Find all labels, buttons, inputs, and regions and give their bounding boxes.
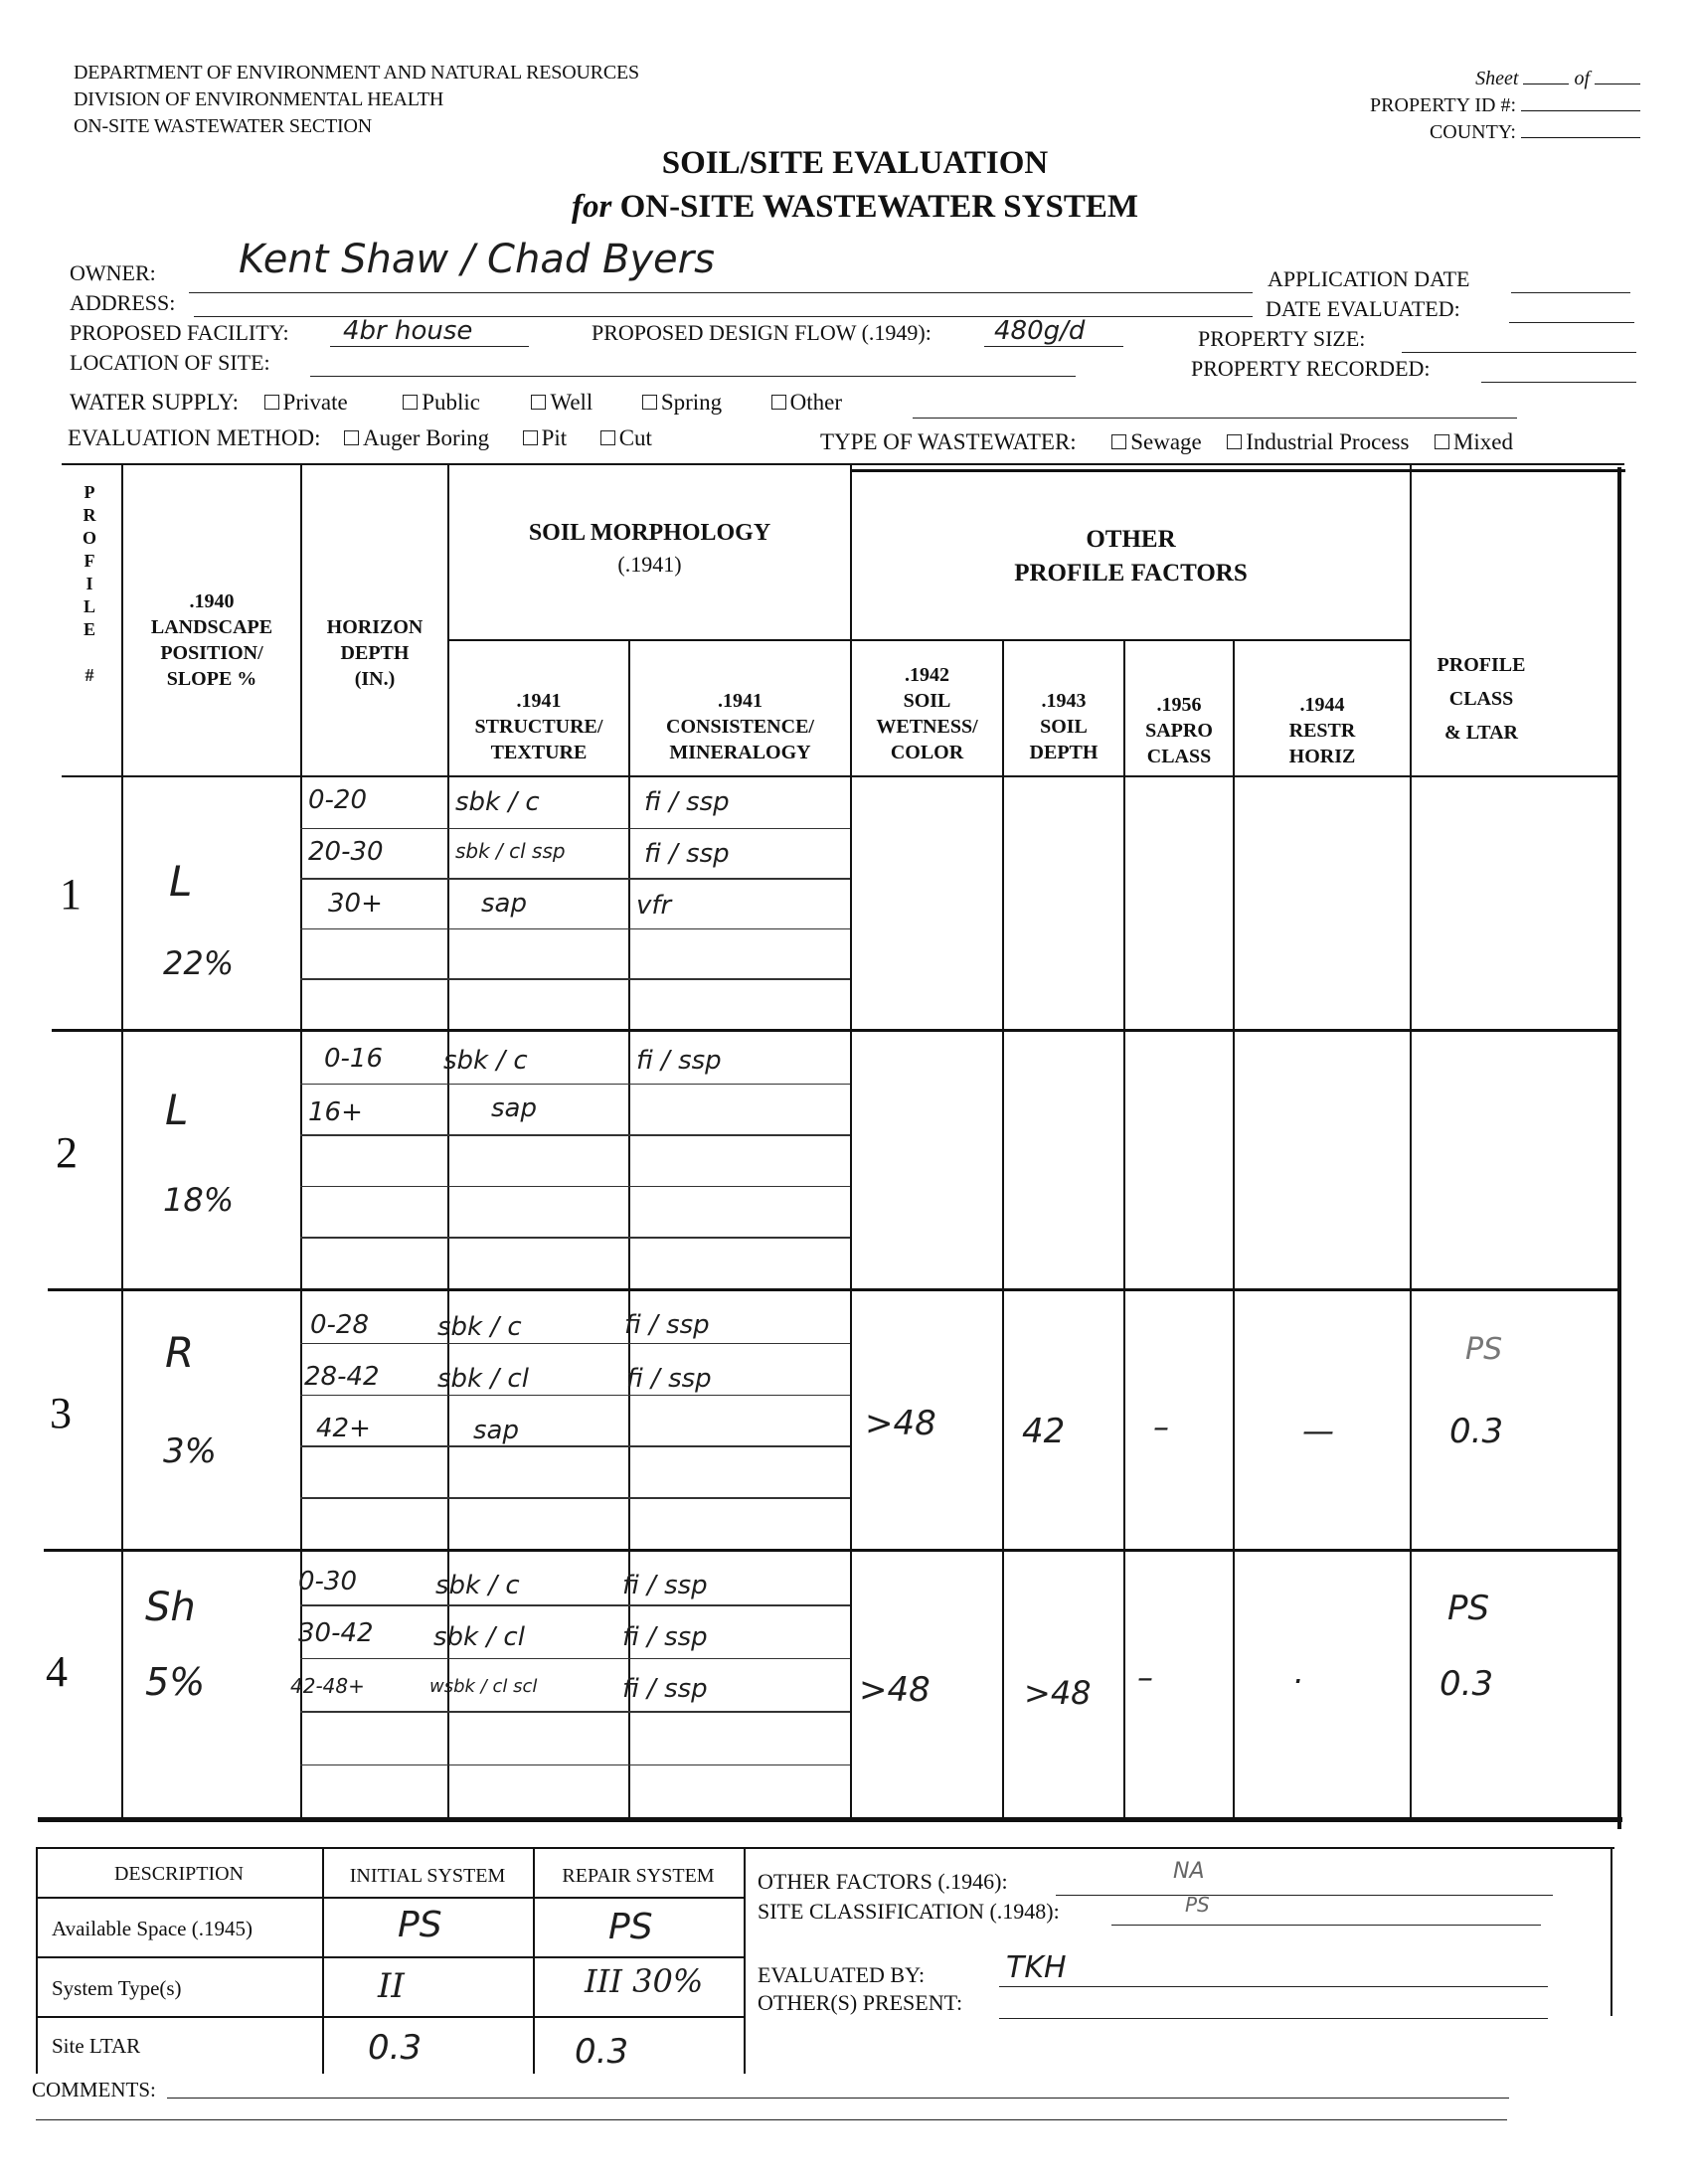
wastewater-row — [820, 429, 1513, 455]
horizon-depth[interactable]: 20-30 — [308, 837, 384, 867]
summary-row-line — [36, 2016, 744, 2018]
sheet-info — [1370, 66, 1640, 146]
horizon-row-line — [300, 928, 850, 930]
soil-morphology-header: SOIL MORPHOLOGY (.1941) — [528, 520, 771, 577]
consistence[interactable]: fi / ssp — [622, 1622, 708, 1652]
summary-col-line — [744, 1847, 746, 2074]
landscape-position[interactable]: L — [165, 1086, 189, 1134]
ww-mixed-checkbox[interactable] — [1435, 434, 1449, 449]
consistence[interactable]: fi / ssp — [636, 1046, 722, 1076]
profile-separator — [44, 1549, 1620, 1552]
landscape-position[interactable]: Sh — [145, 1585, 196, 1630]
design-flow-line — [984, 346, 1123, 347]
property-id-label: PROPERTY ID #: — [1370, 94, 1516, 116]
dept-line: ON-SITE WASTEWATER SECTION — [74, 115, 372, 137]
app-date-line[interactable] — [1511, 292, 1630, 293]
horizon-row-line — [300, 878, 850, 880]
structure-texture[interactable]: sbk / cl ssp — [455, 839, 566, 863]
summary-top-border — [36, 1847, 1614, 1849]
horizon-row-line — [300, 1237, 850, 1239]
structure-texture[interactable]: sap — [481, 889, 527, 919]
profile-class[interactable]: PS — [1465, 1332, 1503, 1367]
horizon-depth[interactable]: 42-48+ — [290, 1674, 365, 1698]
structure-header: .1941 STRUCTURE/ TEXTURE — [474, 690, 603, 763]
facility-label: PROPOSED FACILITY: — [70, 320, 289, 345]
consistence-header: .1941 CONSISTENCE/ MINERALOGY — [666, 690, 814, 763]
landscape-position[interactable]: L — [169, 857, 193, 906]
sheet-total-field[interactable] — [1595, 66, 1640, 84]
horizon-row-line — [300, 1186, 850, 1188]
profile-number: 2 — [56, 1128, 78, 1177]
horizon-row-line — [300, 1084, 850, 1086]
county-field[interactable] — [1521, 119, 1640, 138]
ww-sewage-label: Sewage — [1130, 429, 1202, 454]
water-other-checkbox[interactable] — [771, 395, 786, 410]
structure-texture[interactable]: sap — [473, 1416, 519, 1445]
design-flow-label: PROPOSED DESIGN FLOW (.1949): — [592, 320, 932, 345]
water-well-checkbox[interactable] — [531, 395, 546, 410]
structure-texture[interactable]: sbk / cl — [433, 1622, 525, 1652]
structure-texture[interactable]: sbk / c — [437, 1312, 522, 1342]
consistence[interactable]: fi / ssp — [644, 787, 730, 817]
dept-line: DEPARTMENT OF ENVIRONMENT AND NATURAL RESOURCES — [74, 62, 639, 84]
available-space-label: Available Space (.1945) — [52, 1917, 253, 1940]
repair-available-space[interactable]: PS — [608, 1907, 653, 1947]
soil-wetness[interactable]: >48 — [865, 1404, 936, 1443]
sapro-class[interactable]: – — [1137, 1658, 1153, 1696]
date-evaluated-line[interactable] — [1509, 322, 1634, 323]
sapro-header: .1956 SAPRO CLASS — [1145, 694, 1213, 767]
water-private-label: Private — [282, 390, 348, 415]
structure-texture[interactable]: sbk / c — [435, 1571, 520, 1600]
horizon-depth[interactable]: 0-28 — [310, 1310, 370, 1340]
restr-horiz[interactable]: — — [1302, 1412, 1334, 1449]
structure-texture[interactable]: sap — [491, 1093, 537, 1123]
slope-percent[interactable]: 18% — [163, 1181, 235, 1219]
eval-pit-checkbox[interactable] — [523, 430, 538, 445]
summary-row-line — [36, 1897, 744, 1899]
initial-system-header: INITIAL SYSTEM — [349, 1865, 506, 1887]
soil-wetness[interactable]: >48 — [859, 1670, 931, 1710]
subheader-line — [447, 639, 1410, 641]
app-date-label: APPLICATION DATE — [1268, 266, 1470, 291]
evaluation-method-row — [68, 425, 652, 451]
ww-industrial-checkbox[interactable] — [1227, 434, 1242, 449]
ww-sewage-checkbox[interactable] — [1111, 434, 1126, 449]
horizon-depth[interactable]: 0-20 — [308, 785, 368, 815]
consistence[interactable]: vfr — [636, 891, 672, 921]
sheet-number-field[interactable] — [1523, 66, 1569, 84]
site-classification-line — [1111, 1925, 1541, 1926]
water-private-checkbox[interactable] — [264, 395, 279, 410]
repair-system-header: REPAIR SYSTEM — [562, 1865, 715, 1887]
wetness-header: .1942 SOIL WETNESS/ COLOR — [876, 664, 978, 763]
owner-label: OWNER: — [70, 260, 156, 285]
horizon-depth[interactable]: 0-16 — [324, 1044, 384, 1074]
evaluated-by-value[interactable]: TKH — [1006, 1950, 1067, 1985]
horizon-row-line — [300, 1764, 850, 1766]
sapro-class[interactable]: – — [1153, 1408, 1169, 1445]
initial-available-space[interactable]: PS — [398, 1905, 442, 1945]
horizon-row-line — [300, 978, 850, 980]
soil-depth[interactable]: >48 — [1024, 1674, 1092, 1712]
profile-separator — [52, 1029, 1620, 1032]
table-top-border-thick — [850, 469, 1625, 472]
initial-system-type[interactable]: II — [378, 1966, 405, 2006]
property-size-line[interactable] — [1402, 352, 1636, 353]
soil-depth-header: .1943 SOIL DEPTH — [1029, 690, 1099, 763]
horizon-row-line — [300, 828, 850, 830]
eval-cut-checkbox[interactable] — [600, 430, 615, 445]
horizon-depth[interactable]: 42+ — [316, 1414, 371, 1443]
water-spring-label: Spring — [660, 390, 723, 415]
title-for: for — [571, 189, 612, 225]
water-supply-label: WATER SUPPLY: — [70, 390, 240, 415]
eval-auger-label: Auger Boring — [362, 425, 490, 450]
eval-pit-label: Pit — [541, 425, 568, 450]
county-label: COUNTY: — [1429, 121, 1516, 143]
water-spring-checkbox[interactable] — [642, 395, 657, 410]
profile-ltar[interactable]: 0.3 — [1440, 1664, 1494, 1704]
of-label: of — [1574, 68, 1590, 89]
structure-texture[interactable]: sbk / cl — [437, 1364, 529, 1394]
comments-line[interactable] — [167, 2098, 1509, 2099]
col-line — [1233, 641, 1235, 1819]
water-other-label: Other — [789, 390, 843, 415]
facility-value[interactable]: 4br house — [343, 316, 473, 346]
evaluated-by-line — [999, 1986, 1548, 1987]
property-recorded-label: PROPERTY RECORDED: — [1191, 356, 1431, 381]
structure-texture[interactable]: sbk / c — [443, 1046, 528, 1076]
location-line[interactable] — [310, 376, 1076, 377]
slope-percent[interactable]: 3% — [163, 1431, 217, 1471]
design-flow-value[interactable]: 480g/d — [994, 316, 1086, 346]
profile-number: 4 — [46, 1647, 68, 1696]
horizon-depth[interactable]: 16+ — [308, 1097, 363, 1127]
landscape-position[interactable]: R — [165, 1328, 195, 1377]
col-line — [447, 463, 449, 1819]
others-present-label: OTHER(S) PRESENT: — [758, 1990, 963, 2015]
owner-line — [189, 292, 1253, 293]
other-factors-header: OTHER PROFILE FACTORS — [1014, 526, 1248, 587]
sheet-label: Sheet — [1475, 68, 1519, 89]
form-subtitle — [0, 189, 1694, 226]
facility-line — [330, 346, 529, 347]
structure-texture[interactable]: wsbk / cl scl — [429, 1676, 538, 1697]
water-public-label: Public — [422, 390, 480, 415]
profile-ltar[interactable]: 0.3 — [1449, 1412, 1504, 1451]
horizon-depth[interactable]: 0-30 — [298, 1567, 358, 1596]
water-other-line[interactable] — [913, 418, 1517, 419]
ww-mixed-label: Mixed — [1452, 429, 1513, 454]
wastewater-label: TYPE OF WASTEWATER: — [820, 429, 1077, 454]
location-label: LOCATION OF SITE: — [70, 350, 270, 375]
profile-separator — [48, 1288, 1620, 1291]
restr-header: .1944 RESTR HORIZ — [1288, 694, 1356, 767]
horizon-depth[interactable]: 30+ — [328, 889, 383, 919]
comments-line-2[interactable] — [36, 2119, 1507, 2120]
table-top-border — [62, 463, 1624, 465]
header-bottom-line — [62, 775, 1620, 777]
owner-value[interactable]: Kent Shaw / Chad Byers — [239, 237, 715, 282]
title-line2: ON-SITE WASTEWATER SYSTEM — [619, 189, 1139, 225]
date-evaluated-label: DATE EVALUATED: — [1266, 296, 1460, 321]
consistence[interactable]: fi / ssp — [622, 1674, 708, 1704]
structure-texture[interactable]: sbk / c — [455, 787, 540, 817]
other-factors-line — [1056, 1895, 1553, 1896]
repair-site-ltar[interactable]: 0.3 — [575, 2032, 629, 2072]
property-id-field[interactable] — [1521, 92, 1640, 111]
horizon-row-line — [300, 1343, 850, 1345]
restr-horiz[interactable]: · — [1292, 1662, 1303, 1700]
slope-percent[interactable]: 22% — [163, 944, 235, 982]
horizon-row-line — [300, 1497, 850, 1499]
dept-line: DIVISION OF ENVIRONMENTAL HEALTH — [74, 88, 444, 110]
site-classification-value[interactable]: PS — [1185, 1893, 1210, 1917]
table-right-border — [1617, 467, 1621, 1829]
ww-industrial-label: Industrial Process — [1246, 429, 1410, 454]
horizon-row-line — [300, 1711, 850, 1713]
landscape-header: .1940 LANDSCAPE POSITION/ SLOPE % — [150, 590, 273, 690]
horizon-depth[interactable]: 30-42 — [298, 1618, 374, 1648]
comments-label: COMMENTS: — [32, 2078, 156, 2101]
initial-site-ltar[interactable]: 0.3 — [368, 2028, 423, 2068]
consistence[interactable]: fi / ssp — [622, 1571, 708, 1600]
property-size-label: PROPERTY SIZE: — [1198, 326, 1366, 351]
horizon-row-line — [300, 1134, 850, 1136]
water-well-label: Well — [550, 390, 593, 415]
consistence[interactable]: fi / ssp — [626, 1364, 712, 1394]
others-present-line[interactable] — [999, 2018, 1548, 2019]
address-label: ADDRESS: — [70, 290, 176, 315]
consistence[interactable]: fi / ssp — [644, 839, 730, 869]
water-supply-row — [70, 390, 842, 416]
profile-class-header: PROFILE CLASS & LTAR — [1437, 654, 1526, 744]
horizon-depth[interactable]: 28-42 — [304, 1362, 380, 1392]
water-public-checkbox[interactable] — [403, 395, 418, 410]
slope-percent[interactable]: 5% — [145, 1660, 206, 1704]
horizon-row-line — [300, 1445, 850, 1447]
horizon-header: HORIZON DEPTH (IN.) — [326, 616, 424, 690]
system-type-label: System Type(s) — [52, 1976, 182, 2000]
horizon-row-line — [300, 1658, 850, 1660]
site-ltar-label: Site LTAR — [52, 2034, 141, 2058]
other-factors-label: OTHER FACTORS (.1946): — [758, 1869, 1008, 1894]
horizon-row-line — [300, 1395, 850, 1397]
col-line — [1123, 641, 1125, 1819]
eval-method-label: EVALUATION METHOD: — [68, 425, 321, 450]
profile-number: 3 — [50, 1389, 72, 1437]
eval-cut-label: Cut — [618, 425, 652, 450]
form-title: SOIL/SITE EVALUATION — [661, 145, 1049, 181]
table-bottom-border — [38, 1817, 1622, 1822]
repair-system-type[interactable]: III 30% — [585, 1962, 704, 2000]
profile-class[interactable]: PS — [1447, 1589, 1490, 1628]
department-header — [74, 60, 639, 140]
col-line — [1002, 641, 1004, 1819]
other-factors-value[interactable]: NA — [1173, 1859, 1205, 1884]
evaluated-by-label: EVALUATED BY: — [758, 1962, 926, 1987]
soil-depth[interactable]: 42 — [1022, 1412, 1066, 1451]
eval-auger-checkbox[interactable] — [344, 430, 359, 445]
summary-right-border — [1610, 1847, 1612, 2016]
property-recorded-line[interactable] — [1481, 382, 1636, 383]
site-classification-label: SITE CLASSIFICATION (.1948): — [758, 1899, 1060, 1924]
profile-number: 1 — [60, 870, 82, 919]
description-header: DESCRIPTION — [113, 1863, 244, 1885]
summary-row-line — [36, 1956, 744, 1958]
consistence[interactable]: fi / ssp — [624, 1310, 710, 1340]
profile-column-header: P R O F I L E # — [82, 482, 96, 685]
horizon-row-line — [300, 1604, 850, 1606]
